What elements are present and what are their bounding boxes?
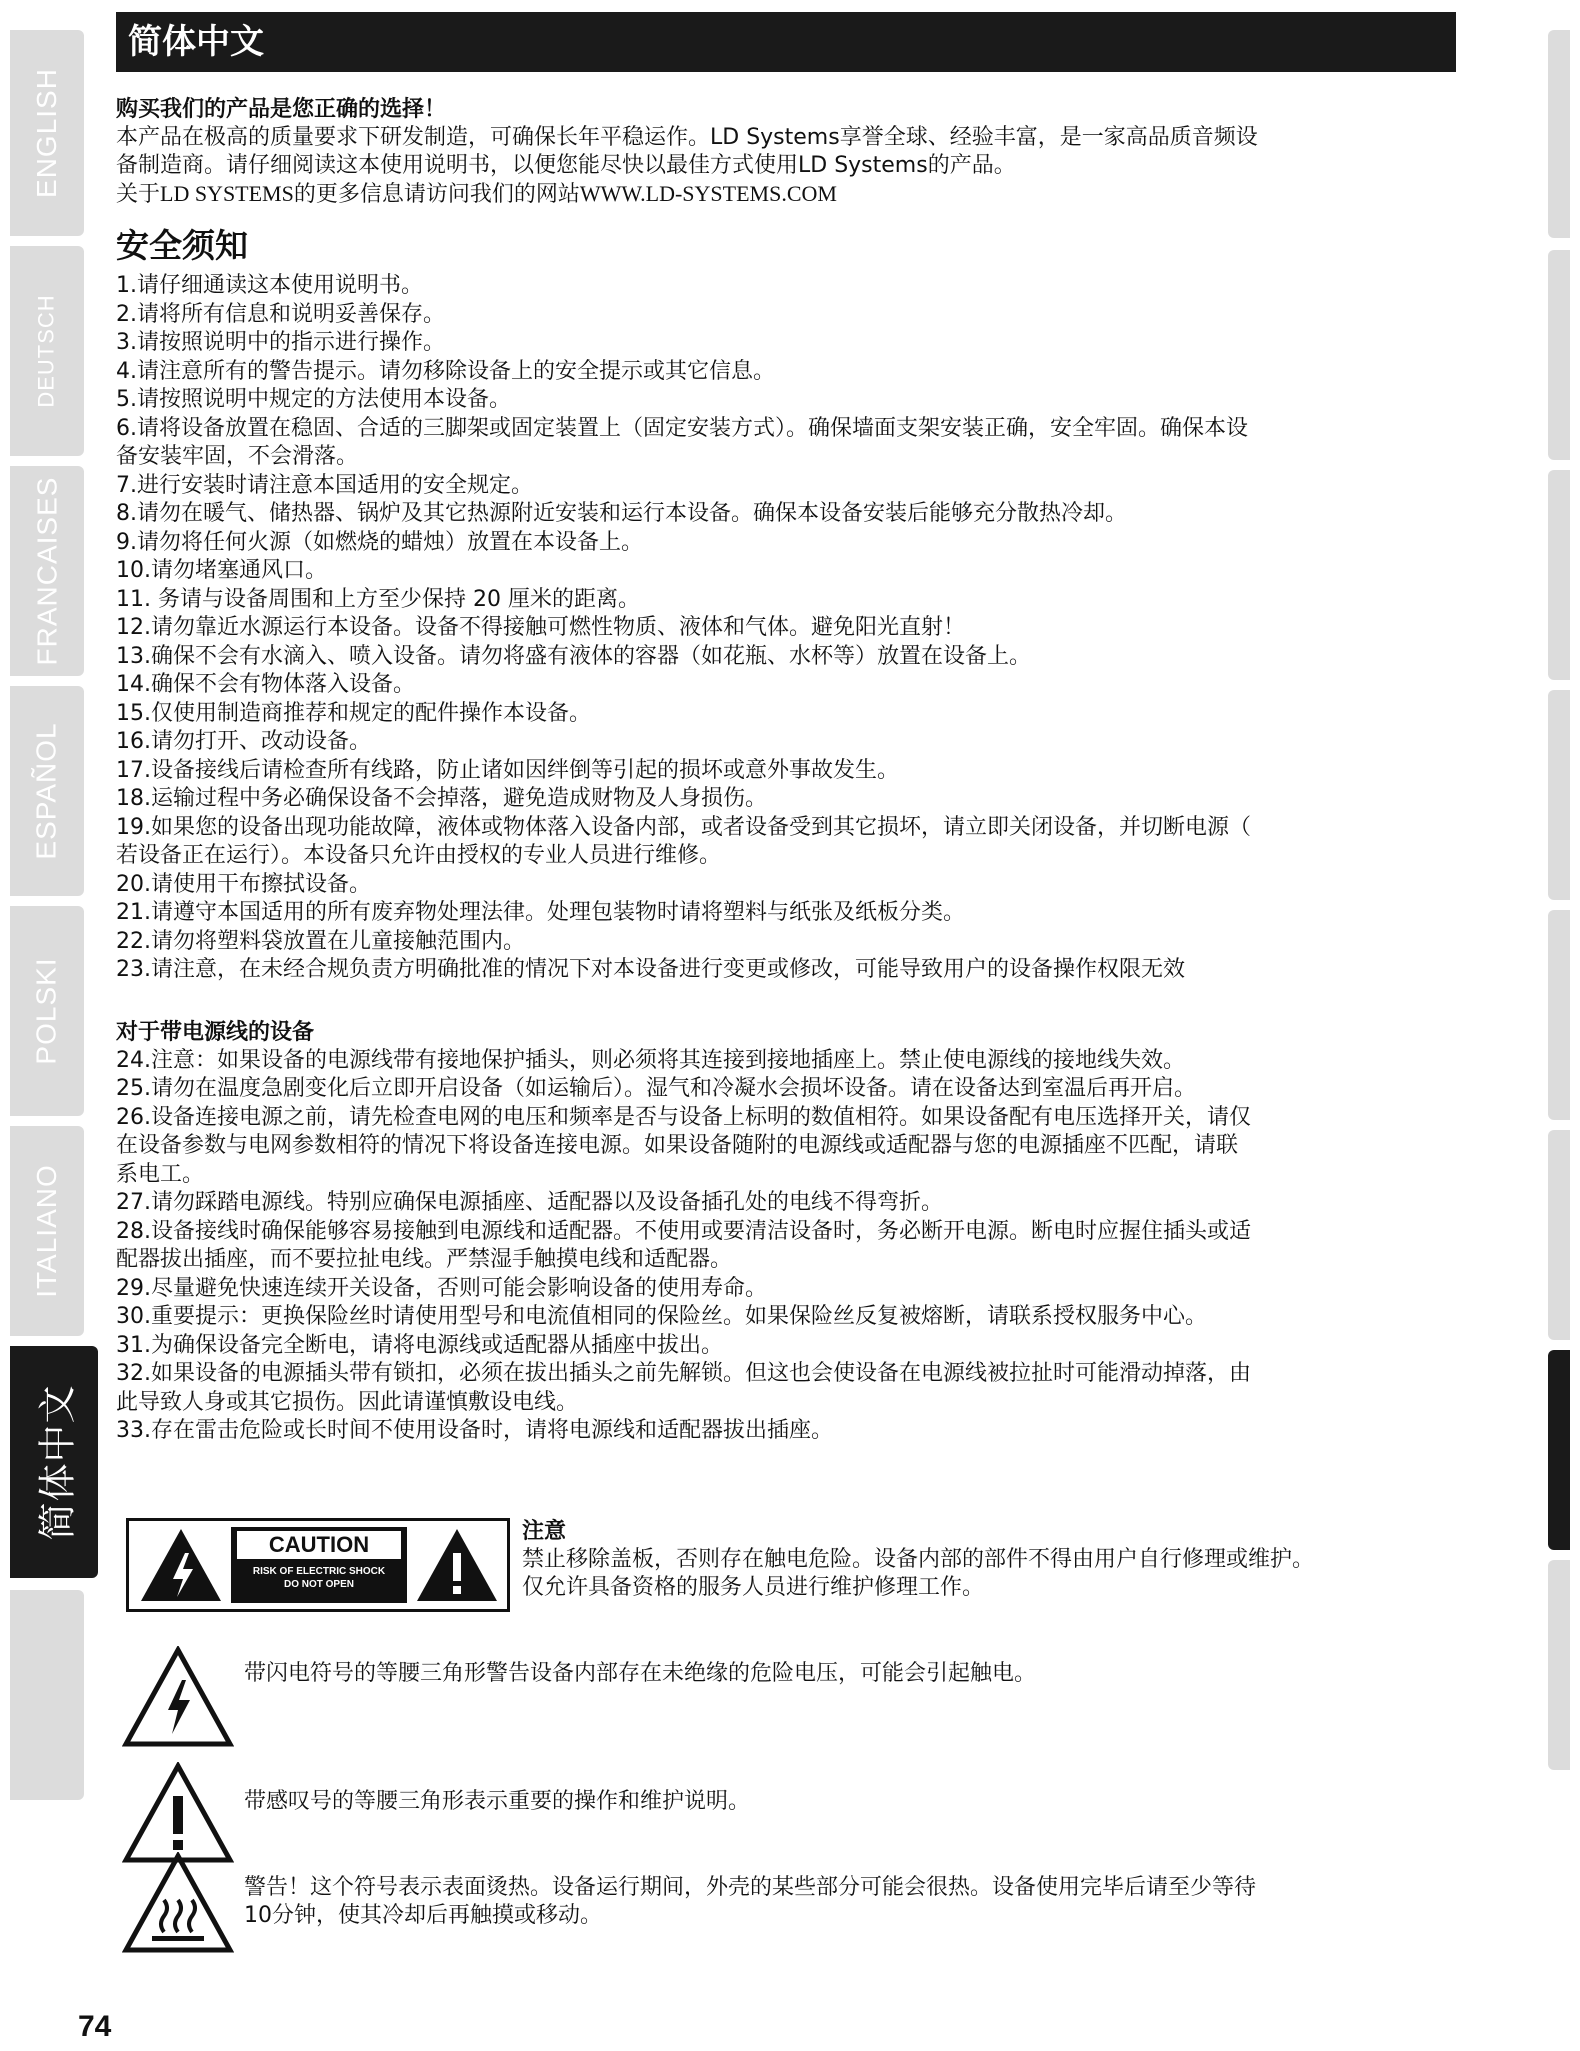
list-item: 20.请使用干布擦拭设备。 — [116, 871, 371, 897]
intro-line: 本产品在极高的质量要求下研发制造，可确保长年平稳运作。LD Systems享誉全球、经验丰富，是一家高品质音频设 — [116, 125, 1258, 150]
list-item: 19.如果您的设备出现功能故障，液体或物体落入设备内部，或者设备受到其它损坏，请立即关闭设备，并切断电源（ — [116, 814, 1251, 840]
tab-espanol[interactable]: ESPAÑOL — [10, 686, 84, 896]
list-item: 配器拔出插座，而不要拉扯电线。严禁湿手触摸电线和适配器。 — [116, 1247, 733, 1272]
list-item: 23.请注意，在未经合规负责方明确批准的情况下对本设备进行变更或修改，可能导致用户的设备操作权限无效 — [116, 957, 1185, 982]
list-item: 25.请勿在温度急剧变化后立即开启设备（如运输后）。湿气和冷凝水会损坏设备。请在设备达到室温后再开启。 — [116, 1076, 1196, 1101]
hot-surface-icon — [122, 1852, 234, 1954]
symbol-description: 带闪电符号的等腰三角形警告设备内部存在未绝缘的危险电压，可能会引起触电。 — [244, 1661, 1037, 1686]
right-tab-active — [1548, 1350, 1570, 1550]
list-item: 30.重要提示：更换保险丝时请使用型号和电流值相同的保险丝。如果保险丝反复被熔断，请联系授权服务中心。 — [116, 1304, 1207, 1329]
list-item: 31.为确保设备完全断电，请将电源线或适配器从插座中拔出。 — [116, 1332, 723, 1358]
symbol-row — [122, 1646, 1462, 1756]
caution-note-line: 仅允许具备资格的服务人员进行维护修理工作。 — [522, 1575, 985, 1600]
list-item: 10.请勿堵塞通风口。 — [116, 558, 327, 583]
right-tab — [1548, 690, 1570, 900]
list-item: 4.请注意所有的警告提示。请勿移除设备上的安全提示或其它信息。 — [116, 358, 775, 384]
caution-small-text: RISK OF ELECTRIC SHOCK — [252, 1566, 386, 1577]
list-item: 24.注意：如果设备的电源线带有接地保护插头，则必须将其连接到接地插座上。禁止使电源线的接地线失效。 — [116, 1047, 1185, 1073]
symbol-description — [244, 1874, 1454, 1930]
caution-small-text: DO NOT OPEN — [283, 1579, 354, 1590]
list-item: 15.仅使用制造商推荐和规定的配件操作本设备。 — [116, 700, 591, 726]
intro-line: 备制造商。请仔细阅读这本使用说明书，以便您能尽快以最佳方式使用LD Systems的产品。 — [116, 153, 1016, 178]
symbol-row — [122, 1852, 1462, 1972]
list-item: 1.请仔细通读这本使用说明书。 — [116, 273, 423, 298]
list-item: 32.如果设备的电源插头带有锁扣，必须在拔出插头之前先解锁。但这也会使设备在电源线被拉扯时可能滑动掉落，由 — [116, 1361, 1251, 1386]
list-item: 13.确保不会有水滴入、喷入设备。请勿将盛有液体的容器（如花瓶、水杯等）放置在设备上。 — [116, 643, 1031, 669]
list-item: 7.进行安装时请注意本国适用的安全规定。 — [116, 472, 533, 498]
page-number: 74 — [78, 2010, 112, 2043]
list-item: 备安装牢固，不会滑落。 — [116, 444, 359, 469]
list-item: 14.确保不会有物体落入设备。 — [116, 672, 415, 697]
list-item: 26.设备连接电源之前，请先检查电网的电压和频率是否与设备上标明的数值相符。如果设备配有电压选择开关，请仅 — [116, 1104, 1251, 1130]
intro-title: 购买我们的产品是您正确的选择！ — [116, 97, 447, 122]
right-tab — [1548, 470, 1570, 680]
list-item: 9.请勿将任何火源（如燃烧的蜡烛）放置在本设备上。 — [116, 529, 643, 555]
symbol-description: 带感叹号的等腰三角形表示重要的操作和维护说明。 — [244, 1789, 751, 1814]
tab-polski[interactable]: POLSKI — [10, 906, 84, 1116]
caution-center — [231, 1527, 407, 1603]
safety-title: 安全须知 — [116, 226, 248, 265]
list-item: 3.请按照说明中的指示进行操作。 — [116, 330, 445, 355]
intro-line: 关于LD SYSTEMS的更多信息请访问我们的网站WWW.LD-SYSTEMS.COM — [116, 181, 837, 206]
lightning-triangle-icon — [137, 1525, 225, 1605]
lightning-triangle-icon — [122, 1646, 234, 1748]
list-item: 5.请按照说明中规定的方法使用本设备。 — [116, 387, 511, 412]
symbol-description-line: 警告！这个符号表示表面烫热。设备运行期间，外壳的某些部分可能会很热。设备使用完毕后请至少等待 — [244, 1875, 1257, 1900]
right-tab — [1548, 910, 1570, 1120]
caution-label — [126, 1518, 510, 1612]
tab-simplified-chinese[interactable]: 简体中文 — [10, 1346, 98, 1578]
right-tab — [1548, 1130, 1570, 1340]
main-content — [116, 96, 1461, 1446]
list-item: 28.设备接线时确保能够容易接触到电源线和适配器。不使用或要清洁设备时，务必断开电源。断电时应握住插头或适 — [116, 1218, 1251, 1244]
caution-note-title: 注意 — [522, 1519, 567, 1544]
list-item: 17.设备接线后请检查所有线路，防止诸如因绊倒等引起的损坏或意外事故发生。 — [116, 757, 899, 783]
safety-list — [116, 272, 1461, 985]
list-item: 2.请将所有信息和说明妥善保存。 — [116, 301, 445, 327]
list-item: 29.尽量避免快速连续开关设备，否则可能会影响设备的使用寿命。 — [116, 1275, 767, 1301]
list-item: 系电工。 — [116, 1161, 205, 1187]
list-item: 33.存在雷击危险或长时间不使用设备时，请将电源线和适配器拔出插座。 — [116, 1418, 833, 1443]
caution-note-line: 禁止移除盖板，否则存在触电危险。设备内部的部件不得由用户自行修理或维护。 — [522, 1547, 1315, 1572]
exclamation-triangle-icon — [413, 1525, 501, 1605]
tab-deutsch[interactable]: DEUTSCH — [10, 246, 84, 456]
right-tab — [1548, 250, 1570, 460]
list-item: 在设备参数与电网参数相符的情况下将设备连接电源。如果设备随附的电源线或适配器与您的电源插座不匹配，请联 — [116, 1133, 1239, 1158]
right-tab — [1548, 1560, 1570, 1770]
list-item: 12.请勿靠近水源运行本设备。设备不得接触可燃性物质、液体和气体。避免阳光直射！ — [116, 615, 965, 640]
right-tab — [1548, 30, 1570, 238]
list-item: 21.请遵守本国适用的所有废弃物处理法律。处理包装物时请将塑料与纸张及纸板分类。 — [116, 900, 965, 925]
tab-english[interactable]: ENGLISH — [10, 30, 84, 236]
list-item: 8.请勿在暖气、储热器、锅炉及其它热源附近安装和运行本设备。确保本设备安装后能够充分散热冷却。 — [116, 501, 1127, 526]
exclamation-triangle-icon — [122, 1762, 234, 1864]
tab-blank — [10, 1590, 84, 1800]
tab-francaises[interactable]: FRANCAISES — [10, 466, 84, 676]
list-item: 此导致人身或其它损伤。因此请谨慎敷设电线。 — [116, 1389, 579, 1415]
section-header: 简体中文 — [116, 12, 1456, 72]
power-title: 对于带电源线的设备 — [116, 1019, 315, 1045]
caution-note — [522, 1518, 1472, 1602]
list-item: 22.请勿将塑料袋放置在儿童接触范围内。 — [116, 928, 525, 954]
list-item: 27.请勿踩踏电源线。特别应确保电源插座、适配器以及设备插孔处的电线不得弯折。 — [116, 1190, 943, 1215]
caution-word: CAUTION — [237, 1531, 401, 1559]
list-item: 11. 务请与设备周围和上方至少保持 20 厘米的距离。 — [116, 586, 640, 612]
list-item: 16.请勿打开、改动设备。 — [116, 729, 371, 754]
symbol-description-line: 10分钟，使其冷却后再触摸或移动。 — [244, 1903, 602, 1928]
list-item: 18.运输过程中务必确保设备不会掉落，避免造成财物及人身损伤。 — [116, 786, 767, 811]
tab-italiano[interactable]: ITALIANO — [10, 1126, 84, 1336]
list-item: 若设备正在运行）。本设备只允许由授权的专业人员进行维修。 — [116, 843, 722, 868]
list-item: 6.请将设备放置在稳固、合适的三脚架或固定装置上（固定安装方式）。确保墙面支架安装正确，安全牢固。确保本设 — [116, 415, 1248, 441]
power-list — [116, 1047, 1461, 1446]
